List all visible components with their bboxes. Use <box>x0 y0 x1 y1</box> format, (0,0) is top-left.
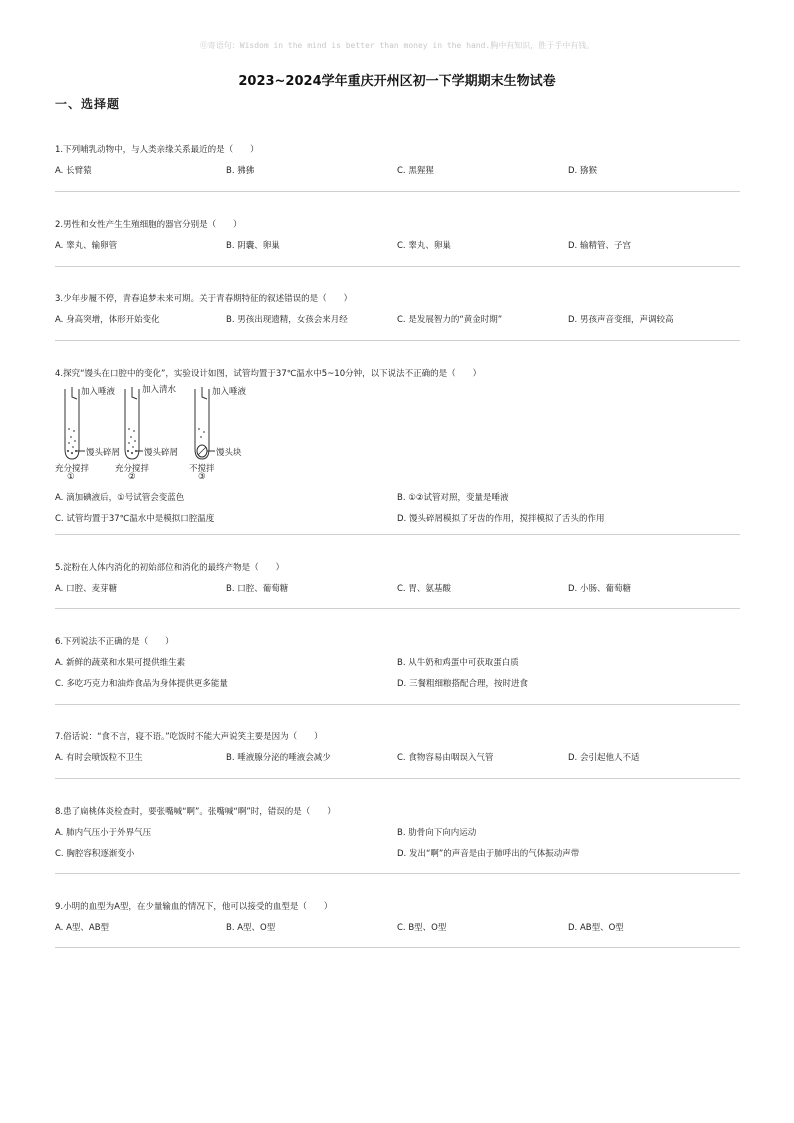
option-c[interactable]: C. 胃、氨基酸 <box>397 584 451 594</box>
option-a[interactable]: A. 有时会喷饭粒不卫生 <box>55 753 143 763</box>
option-c[interactable]: C. 睾丸、卵巢 <box>397 241 451 251</box>
question-stem: 4.探究“馒头在口腔中的变化”，实验设计如图，试管均置于37℃温水中5~10分钟，以下说法不正确的是（ ） <box>55 369 482 379</box>
divider <box>55 340 740 341</box>
option-d[interactable]: D. 发出“啊”的声音是由于肺呼出的气体振动声带 <box>397 849 580 859</box>
option-a[interactable]: A. 新鲜的蔬菜和水果可提供维生素 <box>55 658 186 668</box>
tube-1-top-label: 加入唾液 <box>81 387 116 397</box>
section-heading: 一、选择题 <box>55 97 121 111</box>
divider <box>55 704 740 705</box>
option-a[interactable]: A. A型、AB型 <box>55 923 110 933</box>
question-stem: 5.淀粉在人体内消化的初始部位和消化的最终产物是（ ） <box>55 563 285 573</box>
divider <box>55 191 740 192</box>
option-d[interactable]: D. 三餐粗细粮搭配合理，按时进食 <box>397 679 528 689</box>
test-tube-2 <box>125 389 139 459</box>
tube-1-number: ① <box>67 472 75 482</box>
test-tubes-drawing <box>55 385 315 481</box>
option-c[interactable]: C. 试管均置于37℃温水中是模拟口腔温度 <box>55 514 215 524</box>
option-c[interactable]: C. 食物容易由咽误入气管 <box>397 753 494 763</box>
tube-1-bottom-label: 充分搅拌 <box>55 464 90 474</box>
option-b[interactable]: B. 从牛奶和鸡蛋中可获取蛋白质 <box>397 658 519 668</box>
dropper-line-3 <box>202 387 207 399</box>
divider <box>55 778 740 779</box>
question-8 <box>55 805 740 868</box>
option-a[interactable]: A. 滴加碘液后，①号试管会变蓝色 <box>55 493 185 503</box>
option-a[interactable]: A. 长臂猿 <box>55 166 92 176</box>
tube-2-bottom-label: 充分搅拌 <box>115 464 150 474</box>
divider <box>55 873 740 874</box>
question-7 <box>55 730 740 765</box>
question-4 <box>55 367 740 533</box>
option-d[interactable]: D. 会引起他人不适 <box>568 753 640 763</box>
tube-2-number: ② <box>128 472 136 482</box>
tube-3-bottom-label: 不搅拌 <box>189 464 215 474</box>
tube-2-side-label: 馒头碎屑 <box>144 448 179 458</box>
option-d[interactable]: D. AB型、O型 <box>568 923 624 933</box>
option-b[interactable]: B. 唾液腺分泌的唾液会减少 <box>226 753 331 763</box>
option-c[interactable]: C. B型、O型 <box>397 923 447 933</box>
question-6 <box>55 635 740 698</box>
question-3 <box>55 292 740 327</box>
question-stem: 1.下列哺乳动物中，与人类亲缘关系最近的是（ ） <box>55 145 259 155</box>
option-d[interactable]: D. 男孩声音变细，声调较高 <box>568 315 674 325</box>
tube-3-number: ③ <box>198 472 206 482</box>
question-2 <box>55 218 740 253</box>
dropper-line-2 <box>132 387 137 399</box>
option-a[interactable]: A. 身高突增，体形开始变化 <box>55 315 160 325</box>
question-stem: 3.少年步履不停，青春追梦未来可期。关于青春期特征的叙述错误的是（ ） <box>55 294 353 304</box>
option-a[interactable]: A. 睾丸、输卵管 <box>55 241 118 251</box>
question-stem: 2.男性和女性产生生殖细胞的器官分别是（ ） <box>55 220 242 230</box>
option-d[interactable]: D. 猕猴 <box>568 166 597 176</box>
tube-2-top-label: 加入清水 <box>142 385 177 395</box>
option-d[interactable]: D. 馒头碎屑模拟了牙齿的作用，搅拌模拟了舌头的作用 <box>397 514 605 524</box>
option-b[interactable]: B. 口腔、葡萄糖 <box>226 584 289 594</box>
option-b[interactable]: B. 狒狒 <box>226 166 255 176</box>
divider <box>55 534 740 535</box>
tube-3-top-label: 加入唾液 <box>212 387 247 397</box>
tube-1-side-label: 馒头碎屑 <box>86 448 121 458</box>
question-1 <box>55 143 740 178</box>
option-a[interactable]: A. 口腔、麦芽糖 <box>55 584 118 594</box>
option-d[interactable]: D. 输精管、子宫 <box>568 241 631 251</box>
watermark: ⓪寄语句：Wisdom in the mind is better than money in the hand.胸中有知识，胜于手中有钱。 <box>199 41 595 50</box>
option-c[interactable]: C. 黑猩猩 <box>397 166 434 176</box>
divider <box>55 608 740 609</box>
divider <box>55 266 740 267</box>
option-b[interactable]: B. 肋骨向下向内运动 <box>397 828 477 838</box>
option-c[interactable]: C. 是发展智力的“黄金时期” <box>397 315 503 325</box>
test-tube-figure <box>55 385 740 481</box>
question-5 <box>55 561 740 596</box>
option-b[interactable]: B. 男孩出现遗精，女孩会来月经 <box>226 315 348 325</box>
question-9 <box>55 900 740 935</box>
option-b[interactable]: B. A型、O型 <box>226 923 276 933</box>
test-tube-1 <box>65 389 79 459</box>
tube-3-side-label: 馒头块 <box>216 448 242 458</box>
option-b[interactable]: B. 阴囊、卵巢 <box>226 241 280 251</box>
question-stem: 9.小明的血型为A型，在少量输血的情况下，他可以接受的血型是（ ） <box>55 902 333 912</box>
option-b[interactable]: B. ①②试管对照，变量是唾液 <box>397 493 509 503</box>
option-d[interactable]: D. 小肠、葡萄糖 <box>568 584 631 594</box>
question-stem: 6.下列说法不正确的是（ ） <box>55 637 174 647</box>
option-c[interactable]: C. 胸腔容积逐渐变小 <box>55 849 135 859</box>
option-c[interactable]: C. 多吃巧克力和油炸食品为身体提供更多能量 <box>55 679 228 689</box>
option-a[interactable]: A. 肺内气压小于外界气压 <box>55 828 152 838</box>
dropper-line-1 <box>72 387 77 399</box>
page-title: 2023~2024学年重庆开州区初一下学期期末生物试卷 <box>238 74 556 89</box>
question-stem: 8.患了扁桃体炎检查时，要张嘴喊“啊”。张嘴喊“啊”时，错误的是（ ） <box>55 807 336 817</box>
question-stem: 7.俗话说：“食不言，寝不语。”吃饭时不能大声说笑主要是因为（ ） <box>55 732 323 742</box>
divider <box>55 947 740 948</box>
